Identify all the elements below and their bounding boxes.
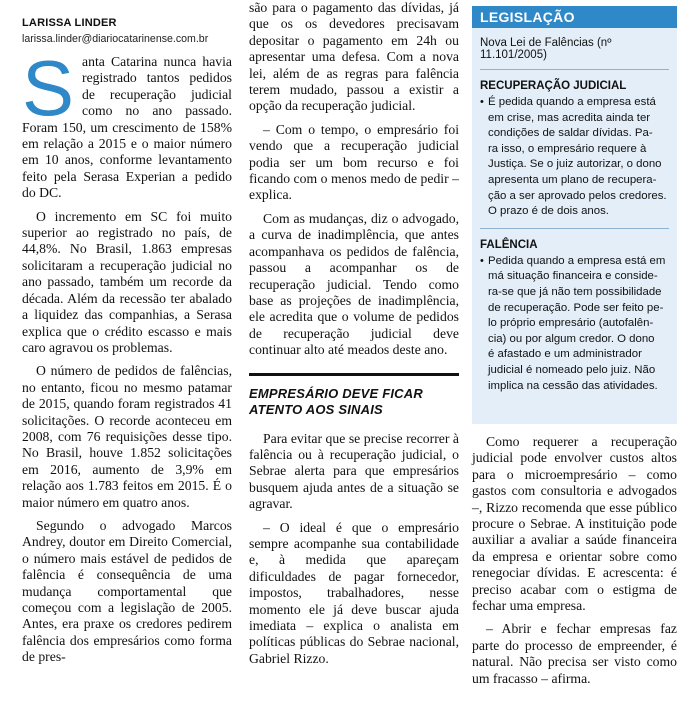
- section-heading: EMPRESÁRIO DEVE FICAR ATENTO AOS SINAIS: [249, 373, 459, 418]
- lead-paragraph: Santa Catarina nunca havia registrado tantos pedidos de recuperação judicial como no ano passado. Foram 150, um crescimento de 158% em relação a 2015 e o maior número em 10 anos, conforme levantamento feito pela Serasa Experian a pedido do DC.: [22, 44, 232, 201]
- author-email[interactable]: larissa.linder@diariocatarinense.com.br: [22, 33, 209, 45]
- paragraph: são para o pagamento das dívidas, já que os os devedores precisavam depositar o pagamento em 24h ou apresentar uma defesa. Com a nova lei, além de as regras para falência terem mudado, passou a existir a opção da recuperação judicial.: [249, 0, 459, 114]
- legislation-sidebar: [472, 6, 677, 424]
- sidebar-title: LEGISLAÇÃO: [472, 6, 677, 28]
- paragraph: O número de pedidos de falências, no entanto, ficou no mesmo patamar de 2015, quando foram registrados 41 solicitações. O recorde aconteceu em 2008, com 76 requisições desse tipo. No Brasil, houve 1.852 solicitações em 2016, aumento de 3,9% em relação aos 1.783 feitos em 2015. É o maior número em quatro anos.: [22, 363, 232, 510]
- sidebar-subtitle: Nova Lei de Falências (nº 11.101/2005): [480, 37, 612, 61]
- paragraph: – Abrir e fechar empresas faz parte do processo de empreender, é natural. Não precisa ser visto como um fracasso – afirma.: [472, 621, 677, 686]
- paragraph: Como requerer a recuperação judicial pode envolver custos altos para o microempresário – como gastos com consultoria e advogados –, Rizzo recomenda que esse público procure o Sebrae. A instituição pode auxiliar a avaliar a saúde financeira da empresa e orientar sobre como renegociar dívidas. E acrescenta: é preciso acabar com o estigma de fechar uma empresa.: [472, 434, 677, 614]
- paragraph: Segundo o advogado Marcos Andrey, doutor em Direito Comercial, o número mais estável de pedidos de falência é consequência de uma mudança comportamental que começou com a legislação de 2005. Antes, era praxe os credores pedirem falência dos empresários como forma de pres-: [22, 517, 232, 665]
- paragraph: Para evitar que se precise recorrer à falência ou à recuperação judicial, o Sebrae alerta para que empresários busquem ajuda antes de a situação se agravar.: [249, 430, 459, 512]
- drop-cap: S: [22, 44, 75, 132]
- bankruptcy-heading: FALÊNCIA: [480, 238, 538, 251]
- column-3: [472, 434, 677, 694]
- author-name: LARISSA LINDER: [22, 17, 117, 29]
- column-1-text: [22, 44, 232, 666]
- paragraph: – O ideal é que o empresário sempre acompanhe sua contabilidade e, à medida que apareçam dificuldades de pagar fornecedor, impostos, trabalhadores, nesse momento ele já deve buscar ajuda imediata – explica o analista em políticas públicas do Sebrae nacional, Gabriel Rizzo.: [249, 519, 459, 666]
- column-2: [249, 0, 459, 674]
- paragraph: O incremento em SC foi muito superior ao registrado no país, de 44,8%. No Brasil, 1.863 empresas solicitaram a recuperação judicial no ano passado, também um recorde da década. Além da recessão ter abalado a liquidez das companhias, a Serasa explica que o crédito escasso e mais caro agravou os problemas.: [22, 208, 232, 355]
- bankruptcy-item: • Pedida quando a empresa está em má situação financeira e conside- ra-se que já não tem possibilidade de recuperação. Pode ser feito pe- lo próprio empresário (autofalên- cia) ou por algum credor. O dono é afastado e um administrador judicial é nomeado pelo juiz. Não implica na cessão das atividades.: [480, 254, 666, 392]
- bullet-icon: •: [480, 254, 484, 267]
- recovery-heading: RECUPERAÇÃO JUDICIAL: [480, 80, 627, 92]
- column-1: [22, 0, 232, 673]
- paragraph: Com as mudanças, diz o advogado, a curva de inadimplência, que antes acompanhava os pedidos de falência, passou a acompanhar os de recuperação judicial. Tendo como base as projeções de inadimplência, ele acredita que o volume de pedidos de recuperação judicial deve continuar alto até meados deste ano.: [249, 210, 459, 358]
- paragraph: – Com o tempo, o empresário foi vendo que a recuperação judicial podia ser um bom recurso e foi ficando com o menos medo de pedir – explica.: [249, 121, 459, 203]
- recovery-item: • É pedida quando a empresa está em crise, mas acredita ainda ter condições de saldar dívidas. Pa- ra isso, o empresário requere à Justiça. Se o juiz autorizar, o dono apresenta um plano de recupera- ção a ser aprovado pelos credores. O prazo é de dois anos.: [480, 96, 667, 218]
- bullet-icon: •: [480, 96, 484, 108]
